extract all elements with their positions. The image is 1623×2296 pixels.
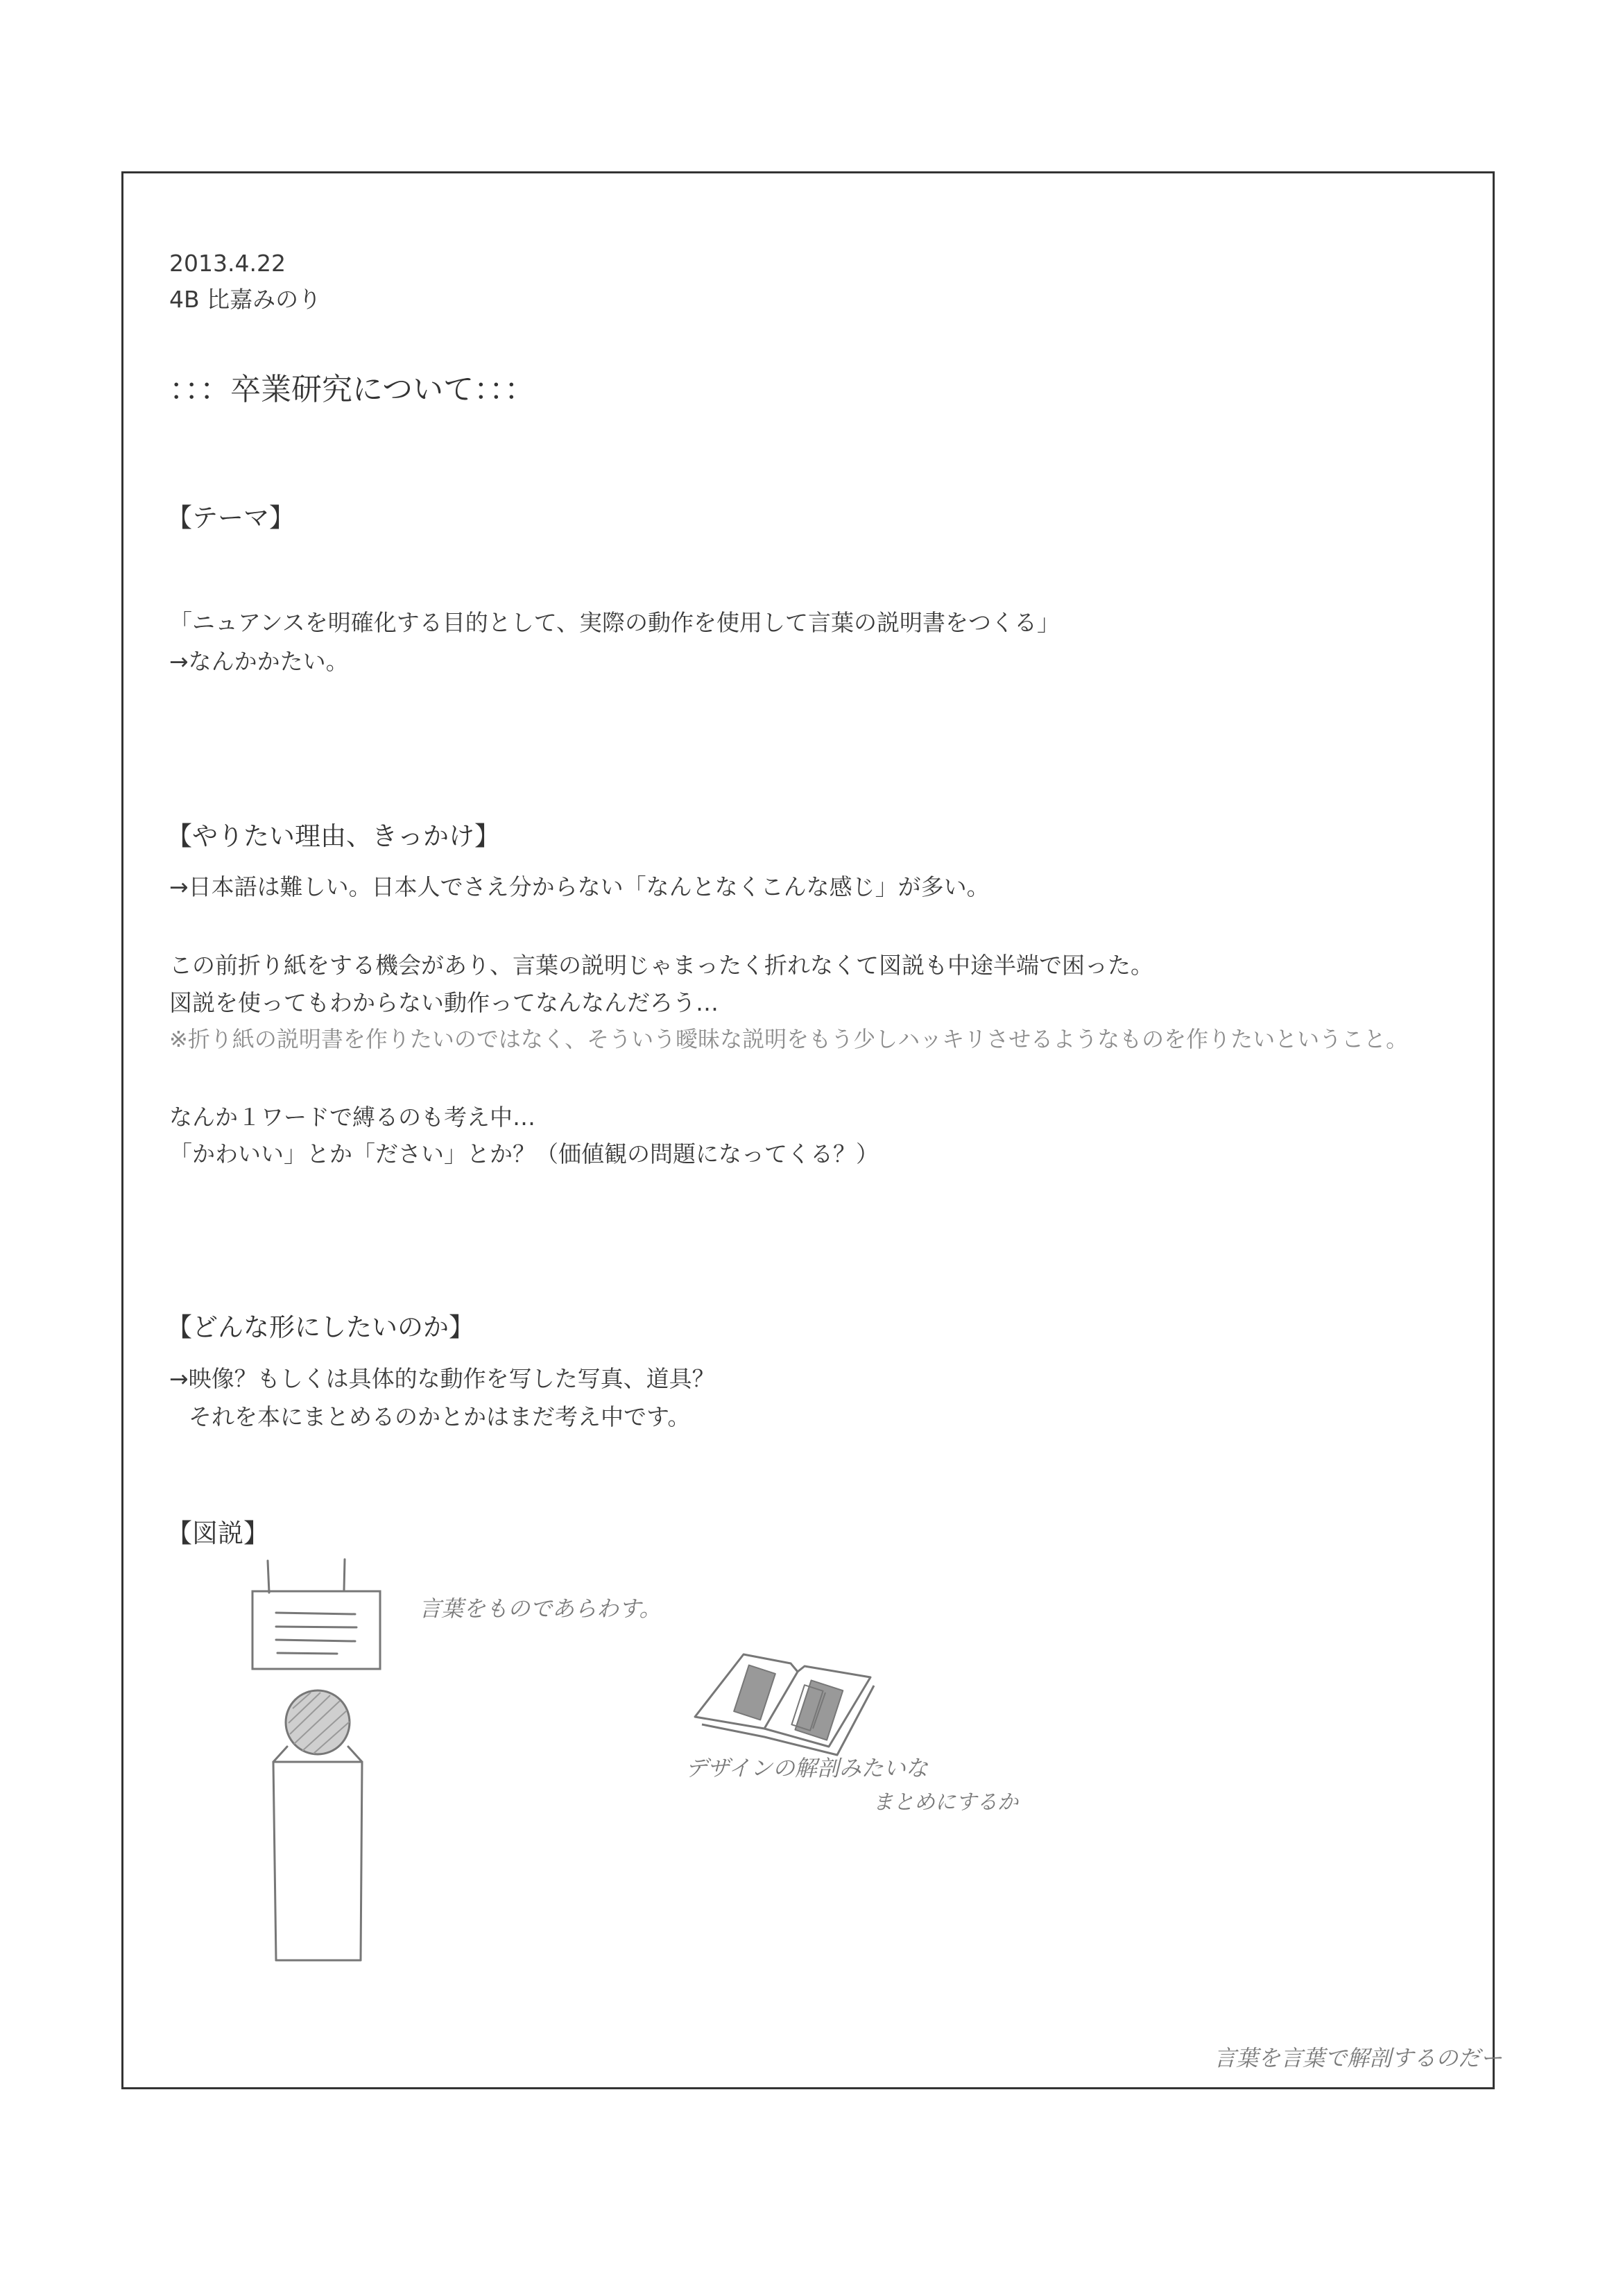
form-line-2: それを本にまとめるのかとかはまだ考え中です。 [189,1403,691,1430]
page-title: ：：：卒業研究について：：： [169,372,535,407]
reason-line-1: →日本語は難しい。日本人でさえ分からない「なんとなくこんな感じ」が多い。 [169,873,990,900]
form-line-1: →映像？もしくは具体的な動作を写した写真、道具？ [169,1365,715,1392]
reason-note: ※折り紙の説明書を作りたいのではなく、そういう曖昧な説明をもう少しハッキリさせるようなものを作りたいということ。 [169,1026,1409,1052]
form-heading: 【どんな形にしたいのか】 [166,1312,474,1342]
note-compile: まとめにするか [873,1790,1018,1815]
theme-heading: 【テーマ】 [166,503,295,533]
figure-sketch [273,1690,362,1960]
reason-line-3: 図説を使ってもわからない動作ってなんなんだろう… [169,989,719,1016]
note-dissect-words: 言葉を言葉で解剖するのだー [1214,2045,1503,2071]
note-words-as-objects: 言葉をものであらわす。 [419,1595,662,1622]
open-book-sketch [695,1654,874,1755]
theme-line-2: →なんかかたい。 [169,648,349,675]
date: 2013.4.22 [169,250,286,277]
author: 4B 比嘉みのり [169,286,322,313]
note-design-dissection: デザインの解剖みたいな [685,1755,928,1781]
reason-heading: 【やりたい理由、きっかけ】 [166,821,500,851]
illustration-heading: 【図説】 [166,1518,269,1548]
reason-line-2: この前折り紙をする機会があり、言葉の説明じゃまったく折れなくて図説も中途半端で困った。 [169,952,1153,979]
theme-line-1: 「ニュアンスを明確化する目的として、実際の動作を使用して言葉の説明書をつくる」 [169,609,1060,636]
signboard-sketch [252,1559,380,1669]
reason-line-5: なんか１ワードで縛るのも考え中… [169,1104,535,1131]
reason-line-6: 「かわいい」とか「ださい」とか？（価値観の問題になってくる？） [169,1140,879,1167]
